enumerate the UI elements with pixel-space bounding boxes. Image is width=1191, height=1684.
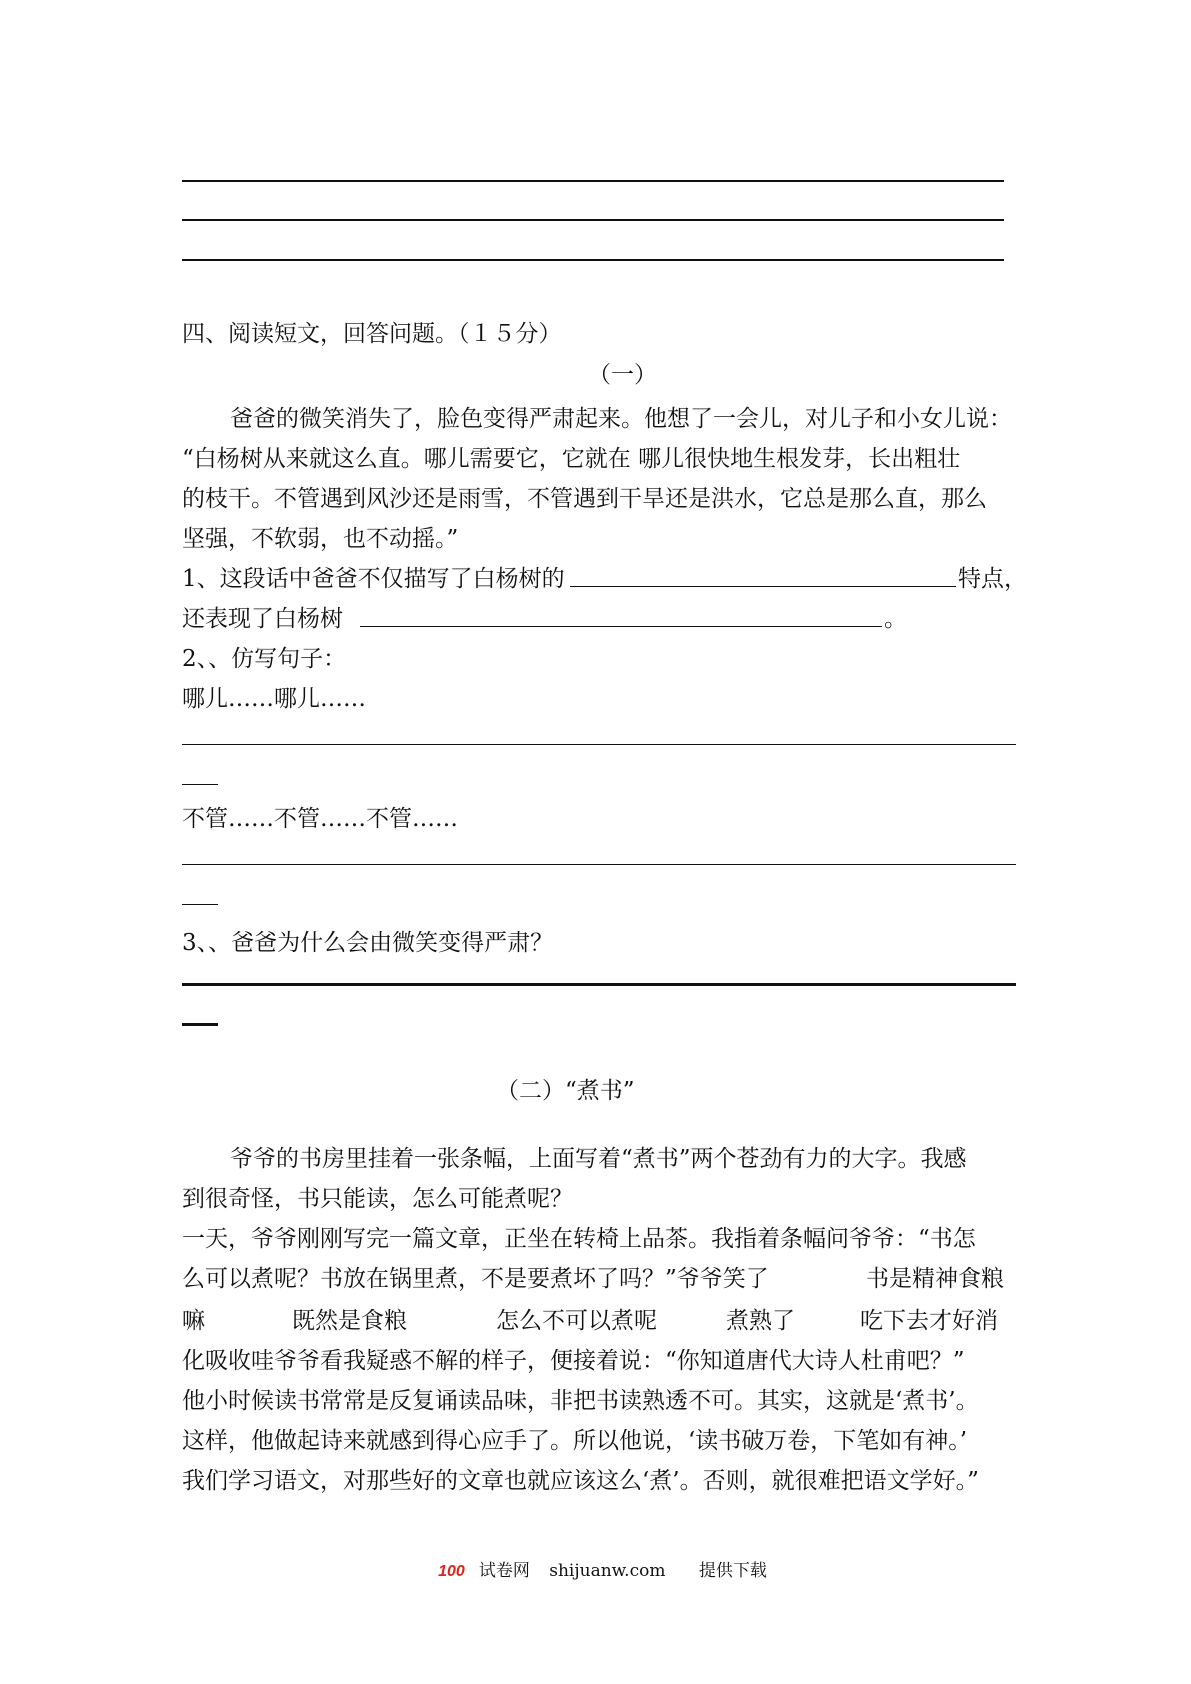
passage-fragment: 既然是食粮	[292, 1308, 407, 1334]
passage-fragment: 吃下去才好消	[860, 1308, 998, 1334]
section-title: 四、阅读短文，回答问题。（１５分）	[182, 321, 562, 347]
passage-line: 我们学习语文，对那些好的文章也就应该这么‘煮’。否则，就很难把语文学好。”	[182, 1468, 979, 1494]
passage-line: 到很奇怪，书只能读，怎么可能煮呢？	[182, 1186, 573, 1212]
passage-line: “白杨树从来就这么直。哪儿需要它，它就在 哪儿很快地生根发芽，长出粗壮	[182, 446, 961, 472]
site-name: 试卷网	[478, 1561, 530, 1581]
answer-line[interactable]	[182, 784, 218, 785]
passage-line: 他小时候读书常常是反复诵读品味，非把书读熟透不可。其实，这就是‘煮书’。	[182, 1388, 979, 1414]
answer-blank[interactable]	[570, 586, 956, 587]
footer	[0, 1556, 1191, 1581]
passage-line: 化吸收哇爷爷看我疑惑不解的样子，便接着说：“你知道唐代大诗人杜甫吧？”	[182, 1348, 965, 1374]
site-domain[interactable]: shijuanw.com	[549, 1561, 666, 1581]
passage-line: 爷爷的书房里挂着一张条幅，上面写着“煮书”两个苍劲有力的大字。我感	[230, 1146, 967, 1172]
answer-line[interactable]	[182, 904, 218, 905]
passage-line: 么可以煮呢？书放在锅里煮，不是要煮坏了吗？”爷爷笑了	[182, 1266, 769, 1292]
passage-line: 爸爸的微笑消失了，脸色变得严肃起来。他想了一会儿，对儿子和小女儿说：	[230, 406, 1012, 432]
answer-line	[182, 259, 1004, 261]
answer-line[interactable]	[182, 983, 1016, 986]
question-2-label: 2、、仿写句子：	[182, 646, 347, 672]
answer-line[interactable]	[182, 744, 1016, 745]
question-2-pattern: 哪儿……哪儿……	[182, 686, 366, 712]
passage-line: 这样，他做起诗来就感到得心应手了。所以他说，‘读书破万卷，下笔如有神。’	[182, 1428, 968, 1454]
answer-line[interactable]	[182, 864, 1016, 865]
question-1-line2-prefix: 还表现了白杨树	[182, 606, 343, 632]
question-1-prefix: 1、这段话中爸爸不仅描写了白杨树的	[182, 566, 565, 592]
answer-line	[182, 180, 1004, 182]
question-2-pattern: 不管……不管……不管……	[182, 806, 458, 832]
question-1-line2-suffix: 。	[884, 606, 907, 632]
passage-fragment: 煮熟了	[726, 1308, 795, 1334]
question-3-label: 3、、爸爸为什么会由微笑变得严肃？	[182, 930, 554, 956]
footer-note: 提供下载	[698, 1561, 767, 1581]
passage-fragment: 嘛	[182, 1308, 205, 1334]
answer-line	[182, 219, 1004, 221]
passage-fragment: 怎么不可以煮呢	[496, 1308, 657, 1334]
passage-line: 坚强，不软弱，也不动摇。”	[182, 526, 459, 552]
answer-line[interactable]	[182, 1023, 218, 1026]
passage-line: 的枝干。不管遇到风沙还是雨雪，不管遇到干旱还是洪水，它总是那么直，那么	[182, 486, 987, 512]
passage-line: 一天，爷爷刚刚写完一篇文章，正坐在转椅上品茶。我指着条幅问爷爷：“书怎	[182, 1226, 976, 1252]
site-logo: 100	[438, 1563, 465, 1580]
passage-line: 书是精神食粮	[866, 1266, 1004, 1292]
question-1-suffix: 特点，	[958, 566, 1027, 592]
answer-blank[interactable]	[360, 626, 882, 627]
part2-heading: （二）“煮书”	[496, 1078, 635, 1104]
part1-heading: （一）	[588, 362, 657, 388]
